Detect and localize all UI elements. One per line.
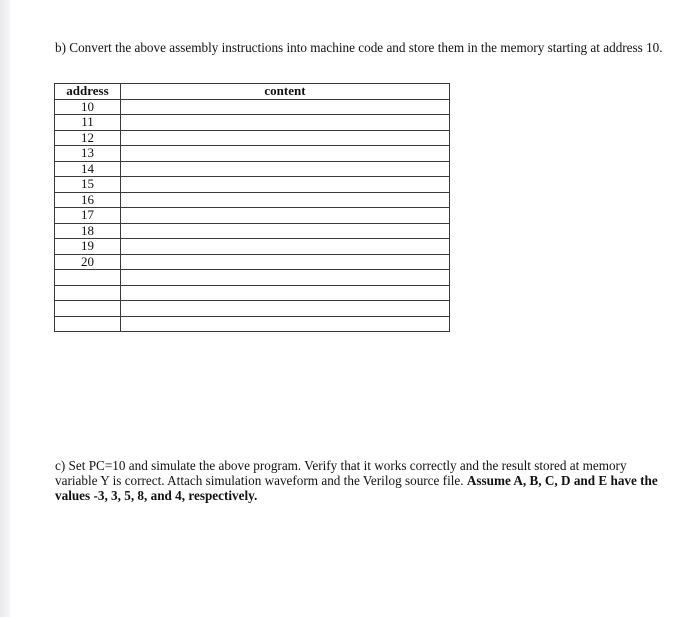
table-row <box>55 192 450 208</box>
address-cell: 14 <box>55 161 121 177</box>
table-row <box>55 301 450 317</box>
content-cell[interactable] <box>120 130 449 146</box>
table-row <box>55 270 450 286</box>
content-cell[interactable] <box>120 161 449 177</box>
content-cell[interactable] <box>120 239 449 255</box>
address-cell: 17 <box>55 208 121 224</box>
content-cell[interactable] <box>120 177 449 193</box>
table-row <box>55 208 450 224</box>
table-row <box>55 285 450 301</box>
content-cell[interactable] <box>120 254 449 270</box>
address-cell: 19 <box>55 239 121 255</box>
content-cell[interactable] <box>120 301 449 317</box>
question-part-c <box>55 458 670 503</box>
table-row <box>55 161 450 177</box>
address-cell <box>55 301 121 317</box>
address-cell: 11 <box>55 115 121 131</box>
table-row <box>55 177 450 193</box>
table-header-row <box>55 84 450 100</box>
table-row <box>55 146 450 162</box>
content-cell[interactable] <box>120 285 449 301</box>
content-column-header: content <box>120 84 449 100</box>
content-cell[interactable] <box>120 223 449 239</box>
table-row <box>55 99 450 115</box>
table-row <box>55 130 450 146</box>
address-cell <box>55 316 121 332</box>
page-edge-shadow <box>0 0 10 617</box>
address-cell: 13 <box>55 146 121 162</box>
address-cell <box>55 285 121 301</box>
content-cell[interactable] <box>120 316 449 332</box>
address-cell: 16 <box>55 192 121 208</box>
address-cell: 15 <box>55 177 121 193</box>
table-row <box>55 115 450 131</box>
table-row <box>55 254 450 270</box>
address-cell: 20 <box>55 254 121 270</box>
content-cell[interactable] <box>120 99 449 115</box>
part-c-text: c) Set PC=10 and simulate the above program. Verify that it works correctly and the result stored at memory variable Y is correct. Attach simulation waveform and the Verilog source file. <box>55 458 627 488</box>
address-cell: 10 <box>55 99 121 115</box>
address-column-header: address <box>55 84 121 100</box>
address-cell <box>55 270 121 286</box>
content-cell[interactable] <box>120 115 449 131</box>
memory-table <box>54 83 450 332</box>
table-row <box>55 239 450 255</box>
table-row <box>55 223 450 239</box>
content-cell[interactable] <box>120 208 449 224</box>
content-cell[interactable] <box>120 192 449 208</box>
address-cell: 18 <box>55 223 121 239</box>
question-part-b: b) Convert the above assembly instructions into machine code and store them in the memory starting at address 10. <box>55 40 663 55</box>
part-c-bold-values: Assume A, B, C, D and E have the values -3, 3, 5, 8, and 4, respectively. <box>55 473 658 503</box>
table-row <box>55 316 450 332</box>
content-cell[interactable] <box>120 146 449 162</box>
address-cell: 12 <box>55 130 121 146</box>
content-cell[interactable] <box>120 270 449 286</box>
